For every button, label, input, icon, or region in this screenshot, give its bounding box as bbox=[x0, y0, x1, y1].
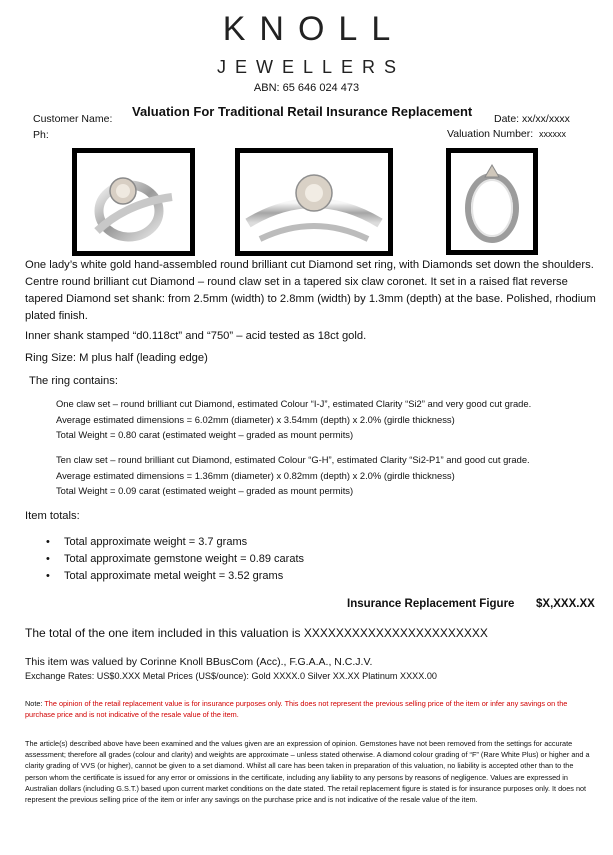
ring-contains-label: The ring contains: bbox=[29, 375, 118, 387]
valuation-note bbox=[25, 698, 590, 720]
insurance-figure-label: Insurance Replacement Figure bbox=[347, 598, 515, 610]
disclaimer-text: The article(s) described above have been examined and the values given are an expression of opinion. Gemstones have not been removed from the settings for accurate assessment; therefore all grades (colour and clarity) and weights are approximate – unless stated otherwise. A diamond colour grading of “F” (Rare White Plus) or higher and a clarity grading of VVS (or higher), cannot be given to a set diamond. Whilst all care has been taken in preparation of this valuation, no liability is accepted other than to the person whom the certificate is issued for any error or omissions in the certificate, including any liability to any persons by reasons of negligence. Values are expressed in Australian dollars (including G.S.T.) based upon current market conditions on the date stated. The retail replacement figure is stated is for insurance purposes only. It does not represent the previous selling price of the item or infer any savings on the purchase price and is not indicative of the resale value of the item. bbox=[25, 739, 590, 805]
stone-1-weight: Total Weight = 0.80 carat (estimated weight – graded as mount permits) bbox=[56, 429, 354, 440]
stone-2-description: Ten claw set – round brilliant cut Diamond, estimated Colour “G-H”, estimated Clarity “Si2-P1” and good cut grade. bbox=[56, 454, 530, 465]
ring-photo-side bbox=[446, 148, 538, 255]
item-description: One lady’s white gold hand-assembled round brilliant cut Diamond set ring, with Diamonds set down the shoulders. Centre round brilliant cut Diamond – round claw set in a tapered six claw coronet. It set in a raised flat reverse tapered Diamond set shank: from 2.5mm (width) to 2.8mm (width) by 1.3mm (depth) at the base. Polished, rhodium plated finish. bbox=[25, 259, 596, 322]
note-prefix: Note: bbox=[25, 699, 45, 708]
ring-size: Ring Size: M plus half (leading edge) bbox=[25, 352, 208, 364]
exchange-rates: Exchange Rates: US$0.XXX Metal Prices (US$/ounce): Gold XXXX.0 Silver XX.XX Platinum XXXX.00 bbox=[25, 671, 437, 681]
phone-label: Ph: bbox=[33, 129, 49, 141]
totals-list bbox=[46, 534, 546, 585]
valuation-number-text: Valuation Number: bbox=[447, 128, 534, 140]
ring-angled-icon bbox=[77, 153, 190, 251]
stone-detail-1 bbox=[56, 396, 601, 443]
stone-1-dimensions: Average estimated dimensions = 6.02mm (diameter) x 3.54mm (depth) x 2.0% (girdle thickness) bbox=[56, 413, 455, 425]
customer-name-label: Customer Name: bbox=[33, 113, 113, 125]
valuation-total-line: The total of the one item included in this valuation is XXXXXXXXXXXXXXXXXXXXXXX bbox=[25, 626, 488, 640]
valuation-number-value: xxxxxx bbox=[539, 129, 567, 139]
date-label: Date: xx/xx/xxxx bbox=[494, 113, 570, 125]
valuer-line: This item was valued by Corinne Knoll BBusCom (Acc)., F.G.A.A., N.C.J.V. bbox=[25, 656, 373, 668]
total-metal-weight: • Total approximate metal weight = 3.52 grams bbox=[46, 568, 546, 585]
item-totals-label: Item totals: bbox=[25, 510, 80, 522]
total-weight: • Total approximate weight = 3.7 grams bbox=[46, 534, 546, 551]
total-gemstone-weight: • Total approximate gemstone weight = 0.89 carats bbox=[46, 551, 546, 568]
page-title: Valuation For Traditional Retail Insurance Replacement bbox=[132, 104, 473, 119]
stone-2-dimensions: Average estimated dimensions = 1.36mm (diameter) x 0.82mm (depth) x 2.0% (girdle thickness) bbox=[56, 469, 455, 481]
stone-detail-2 bbox=[56, 452, 601, 499]
insurance-figure-value: $X,XXX.XX bbox=[536, 598, 595, 610]
note-red-text: The opinion of the retail replacement value is for insurance purposes only. This does not represent the previous selling price of the item or infer any savings on the purchase price and is not indicative of the resale value of the item. bbox=[25, 699, 568, 720]
company-logo-subtitle: JEWELLERS bbox=[216, 57, 406, 77]
ring-photo-angled bbox=[72, 148, 195, 256]
abn-number: ABN: 65 646 024 473 bbox=[253, 82, 360, 94]
stone-1-description: One claw set – round brilliant cut Diamond, estimated Colour “I-J”, estimated Clarity “Si2” and very good cut grade. bbox=[56, 398, 532, 409]
valuation-number-label bbox=[447, 128, 566, 140]
ring-side-icon bbox=[451, 153, 533, 250]
stamp-description: Inner shank stamped “d0.118ct” and “750” – acid tested as 18ct gold. bbox=[25, 330, 367, 342]
ring-photo-front bbox=[235, 148, 393, 256]
stone-2-weight: Total Weight = 0.09 carat (estimated weight – graded as mount permits) bbox=[56, 485, 354, 496]
ring-front-icon bbox=[240, 153, 388, 251]
company-logo: KNOLL bbox=[222, 10, 405, 48]
